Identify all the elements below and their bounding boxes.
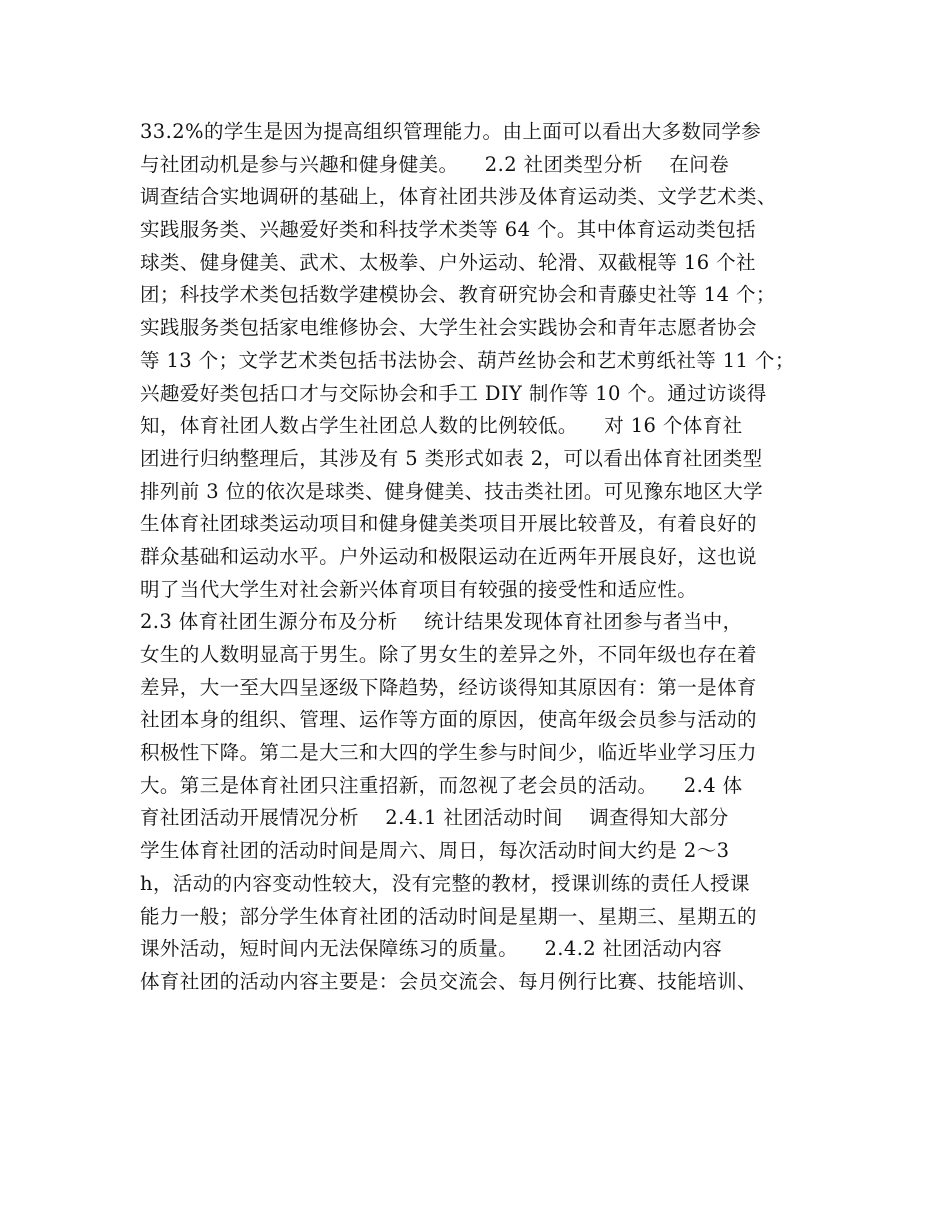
text-line: 群众基础和运动水平。户外运动和极限运动在近两年开展良好，这也说 [140, 544, 757, 568]
text-line: 明了当代大学生对社会新兴体育项目有较强的接受性和适应性。 [140, 577, 698, 601]
text-line: 团；科技学术类包括数学建模协会、教育研究协会和青藤史社等 14 个； [140, 283, 776, 307]
text-line: 兴趣爱好类包括口才与交际协会和手工 DIY 制作等 10 个。通过访谈得 [140, 381, 767, 405]
text-line: 实践服务类包括家电维修协会、大学生社会实践协会和青年志愿者协会 [140, 316, 757, 340]
text-line: 积极性下降。第二是大三和大四的学生参与时间少，临近毕业学习压力 [140, 741, 757, 765]
text-line: 大。第三是体育社团只注重招新，而忽视了老会员的活动。 2.4 体 [140, 773, 743, 797]
text-line: 实践服务类、兴趣爱好类和科技学术类等 64 个。其中体育运动类包括 [140, 218, 756, 242]
text-line: 球类、健身健美、武术、太极拳、户外运动、轮滑、双截棍等 16 个社 [140, 250, 756, 274]
text-line: 学生体育社团的活动时间是周六、周日，每次活动时间大约是 2～3 [140, 839, 730, 863]
text-line: 排列前 3 位的依次是球类、健身健美、技击类社团。可见豫东地区大学 [140, 479, 764, 503]
text-line: 33.2%的学生是因为提高组织管理能力。由上面可以看出大多数同学参 [140, 120, 762, 143]
body-paragraph [140, 116, 830, 999]
text-line: 育社团活动开展情况分析 2.4.1 社团活动时间 调查得知大部分 [140, 806, 729, 830]
text-line: 调查结合实地调研的基础上，体育社团共涉及体育运动类、文学艺术类、 [140, 185, 777, 209]
text-line: 团进行归纳整理后，其涉及有 5 类形式如表 2，可以看出体育社团类型 [140, 446, 763, 470]
text-line: h，活动的内容变动性较大，没有完整的教材，授课训练的责任人授课 [140, 871, 750, 895]
text-line: 2.3 体育社团生源分布及分析 统计结果发现体育社团参与者当中， [140, 610, 743, 634]
text-line: 社团本身的组织、管理、运作等方面的原因，使高年级会员参与活动的 [140, 708, 757, 732]
text-line: 女生的人数明显高于男生。除了男女生的差异之外，不同年级也存在着 [140, 643, 757, 666]
text-line: 能力一般；部分学生体育社团的活动时间是星期一、星期三、星期五的 [140, 904, 757, 928]
text-line: 课外活动，短时间内无法保障练习的质量。 2.4.2 社团活动内容 [140, 937, 723, 961]
text-line: 体育社团的活动内容主要是：会员交流会、每月例行比赛、技能培训、 [140, 969, 757, 993]
text-line: 等 13 个；文学艺术类包括书法协会、葫芦丝协会和艺术剪纸社等 11 个； [140, 348, 795, 372]
text-line: 知，体育社团人数占学生社团总人数的比例较低。 对 16 个体育社 [140, 414, 743, 438]
text-line: 生体育社团球类运动项目和健身健美类项目开展比较普及，有着良好的 [140, 512, 757, 536]
text-line: 差异，大一至大四呈逐级下降趋势，经访谈得知其原因有：第一是体育 [140, 675, 757, 699]
text-line: 与社团动机是参与兴趣和健身健美。 2.2 社团类型分析 在问卷 [140, 152, 730, 176]
